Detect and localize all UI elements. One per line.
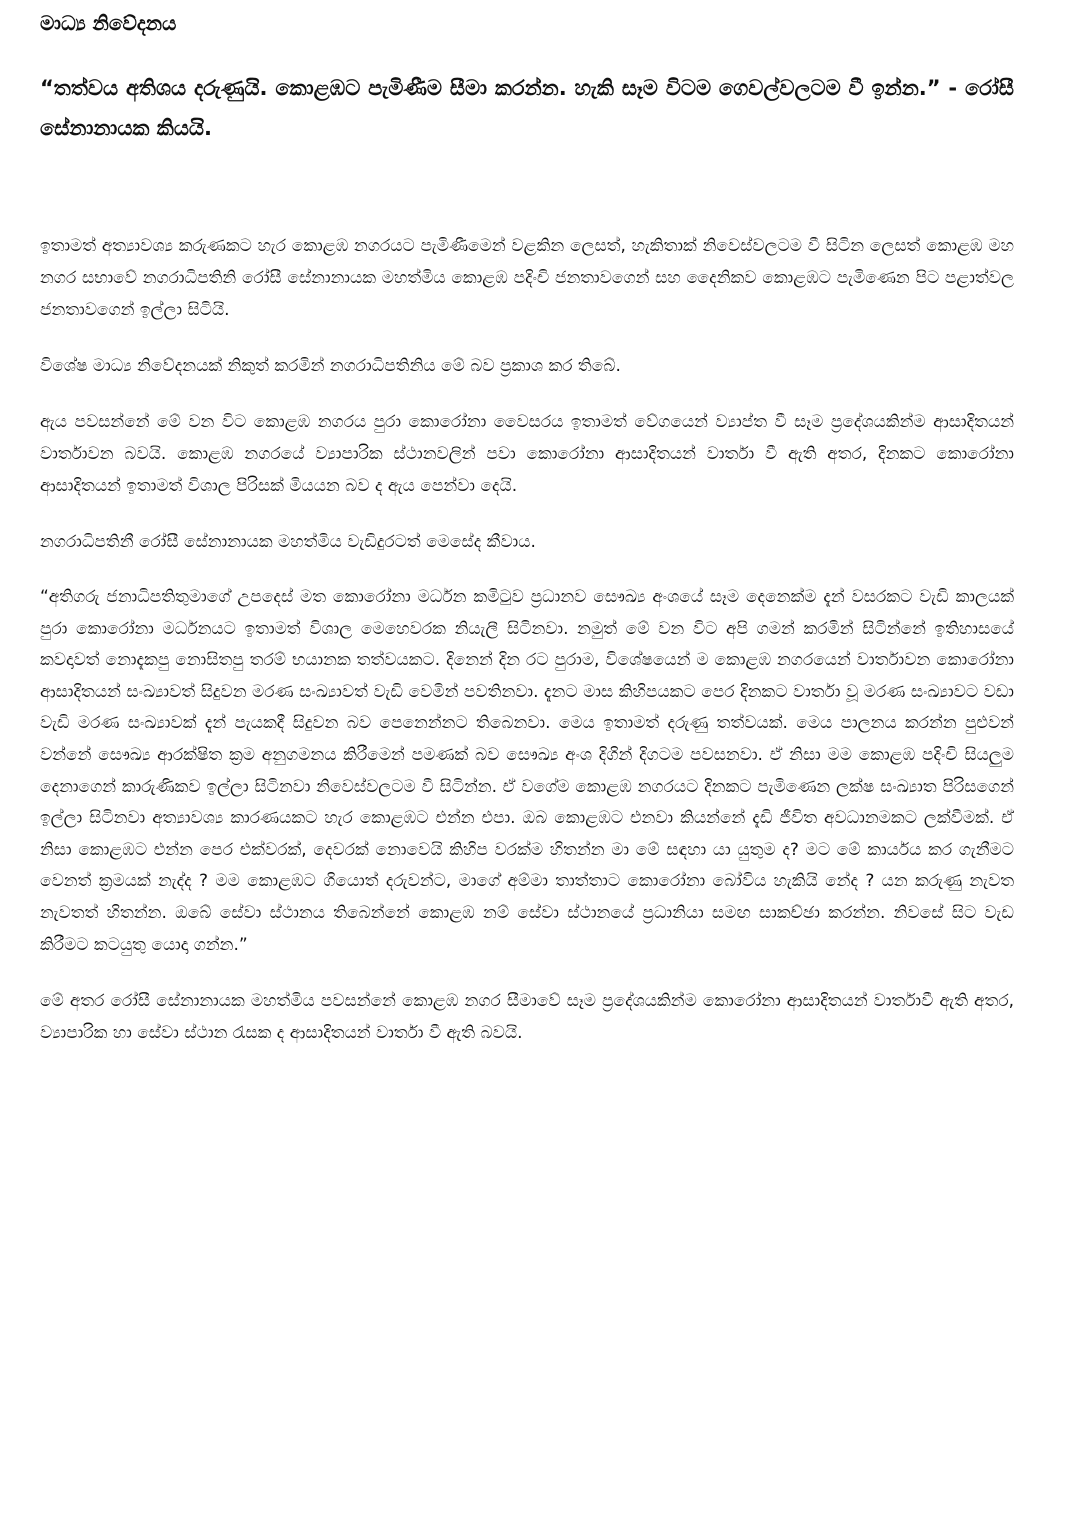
paragraph-intro: ඉතාමත් අත්‍යාවශ්‍ය කරුණකට හැර කොළඹ නගරයට පැමිණීමෙන් වළකින ලෙසත්, හැකිතාක් නිවෙස්වලටම වී සිටින ලෙසත් කොළඹ මහ නගර සභාවේ නගරාධිපතිනි රෝසී සේනානායක මහත්මිය කොළඹ පදිංචි ජනතාවගෙන් සහ දෛනිකව කොළඹට පැමිණෙන පිට පළාත්වල ජනතාවගෙන් ඉල්ලා සිටියි. — [40, 236, 1014, 320]
paragraph-quote: “අතිගරු ජනාධිපතිතුමාගේ උපදෙස් මත කොරෝනා මර්ධන කමිටුව ප්‍රධානව සෞඛ්‍ය අංශයේ සෑම දෙනෙක්ම දැන් වසරකට වැඩි කාලයක් පුරා කොරෝනා මර්ධනයට ඉතාමත් විශාල මෙහෙවරක නියැලී සිටිනවා. නමුත් මේ වන විට අපි ගමන් කරමින් සිටින්නේ ඉතිහාසයේ කවදාවත් නොදැකපු නොසිතපු තරම් භයානක තත්වයකට. දිනෙන් දින රට පුරාම, විශේෂයෙන් ම කොළඹ නගරයෙන් වාර්තාවන කොරෝනා ආසාදිතයන් සංඛ්‍යාවත් සිදුවන මරණ සංඛ්‍යාවත් වැඩි වෙමින් පවතිනවා. දැනට මාස කිහිපයකට පෙර දිනකට වාර්තා වූ මරණ සංඛ්‍යාවට වඩා වැඩි මරණ සංඛ්‍යාවක් දැන් පැයකදී සිදුවන බව පෙනෙන්නට තිබෙනවා. මෙය ඉතාමත් දරුණු තත්වයක්. මෙය පාලනය කරන්න පුළුවන් වන්නේ සෞඛ්‍ය ආරක්ෂිත ක්‍රම අනුගමනය කිරීමෙන් පමණක් බව සෞඛ්‍ය අංශ දිගින් දිගටම පවසනවා. ඒ නිසා මම කොළඹ පදිංචි සියලුම දෙනාගෙන් කාරුණිකව ඉල්ලා සිටිනවා නිවෙස්වලටම වී සිටින්න. ඒ වගේම කොළඹ නගරයට දිනකට පැමිණෙන ලක්ෂ සංඛ්‍යාත පිරිසගෙන් ඉල්ලා සිටිනවා අත්‍යාවශ්‍ය කාරණයකට හැර කොළඹට එන්න එපා. ඔබ කොළඹට එනවා කියන්නේ දැඩි ජීවිත අවධානමකට ලක්වීමක්. ඒ නිසා කොළඹට එන්න පෙර එක්වරක්, දෙවරක් නොවෙයි කිහිප වරක්ම හිතන්න මා මේ සඳහා යා යුතුම ද? මට මේ කාර්යය කර ගැනීමට වෙනත් ක්‍රමයක් නැද්ද ? මම කොළඹට ගියොත් දරුවන්ට, මාගේ අම්මා තාත්තාට කොරෝනා බෝවිය හැකියි නේද ? යන කරුණු නැවත නැවතත් හිතන්න. ඔබේ සේවා ස්ථානය තිබෙන්නේ කොළඹ නම් සේවා ස්ථානයේ ප්‍රධානියා සමඟ සාකච්ඡා කරන්න. නිවසේ සිට වැඩ කිරීමට කටයුතු යොදා ගන්න.” — [40, 587, 1014, 955]
paragraph-statement: විශේෂ මාධ්‍ය නිවේදනයක් නිකුත් කරමින් නගරාධිපතිනිය මේ බව ප්‍රකාශ කර තිබේ. — [40, 356, 621, 376]
document-label: මාධ්‍ය නිවේදනය — [40, 11, 177, 35]
headline: “තත්වය අතිශය දරුණුයි. කොළඹට පැමිණීම සීමා කරන්න. හැකි සෑම විටම ගෙවල්වලටම වී ඉන්න.” - රෝසී සේනානායක කියයි. — [40, 76, 1014, 140]
paragraph-spread: ඇය පවසන්නේ මේ වන විට කොළඹ නගරය පුරා කොරෝනා වෛසරය ඉතාමත් වේගයෙන් ව්‍යාප්ත වී සෑම ප්‍රදේශයකින්ම ආසාදිතයන් වාර්තාවන බවයි. කොළඹ නගරයේ ව්‍යාපාරික ස්ථානවලින් පවා කොරෝනා ආසාදිතයන් වාර්තා වී ඇති අතර, දිනකට කොරෝනා ආසාදිතයන් ඉතාමත් විශාල පිරිසක් මියයන බව ද ඇය පෙන්වා දෙයි. — [40, 412, 1014, 496]
paragraph-closing: මේ අතර රෝසී සේනානායක මහත්මිය පවසන්නේ කොළඹ නගර සීමාවේ සෑම ප්‍රදේශයකින්ම කොරෝනා ආසාදිතයන් වාර්තාවී ඇති අතර, ව්‍යාපාරික හා සේවා ස්ථාන රැසක ද ආසාදිතයන් වාර්තා වී ඇති බවයි. — [40, 991, 1014, 1044]
paragraph-further: නගරාධිපතිනී රෝසී සේනානායක මහත්මිය වැඩිදුරටත් මෙසේද කීවාය. — [40, 532, 536, 552]
article-body — [40, 230, 1014, 1049]
